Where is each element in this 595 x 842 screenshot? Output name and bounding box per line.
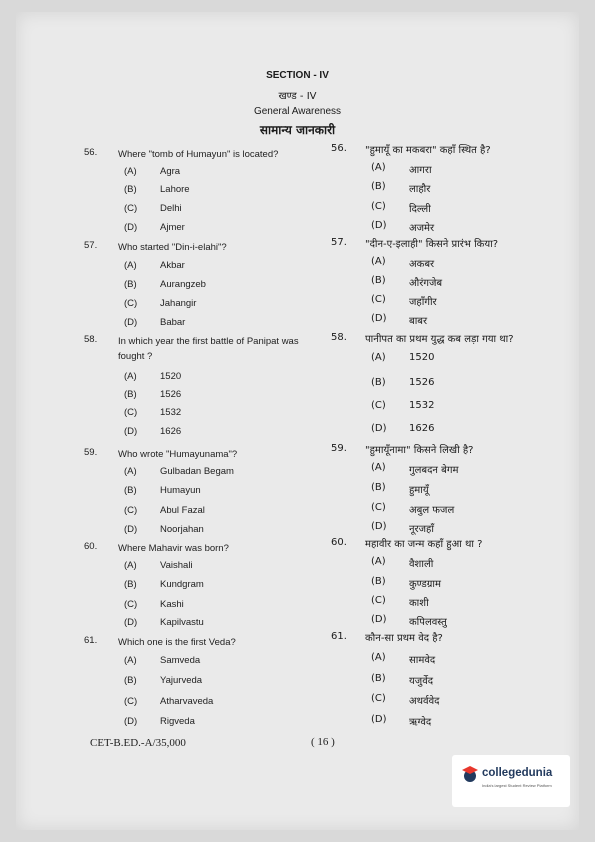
option-label: (A) [124,466,137,477]
question-number: 57. [331,237,347,248]
option-label: (C) [371,294,386,305]
option-text: 1626 [160,426,182,437]
question-number: 57. [84,240,98,251]
answer-option [124,203,182,214]
question-text: Who started "Din-i-elahi"? [118,242,227,253]
option-text: Delhi [160,203,182,214]
answer-option [124,260,185,271]
answer-option [371,482,429,496]
option-text: हुमायूँ [409,485,429,496]
option-text: काशी [409,598,429,609]
question-number: 60. [331,537,347,548]
graduate-cap-icon [461,765,479,783]
option-text: जहाँगीर [409,297,437,308]
answer-option [371,294,437,308]
question-number: 59. [84,447,98,458]
option-label: (A) [124,560,137,571]
option-text: गुलबदन बेगम [409,465,459,476]
question-text: Where Mahavir was born? [118,543,229,554]
option-text: बाबर [409,316,428,327]
question-number: 58. [84,334,98,345]
option-text: Samveda [160,655,201,666]
answer-option [371,400,434,411]
option-label: (D) [124,317,138,328]
option-label: (A) [124,260,137,271]
option-text: 1532 [160,407,182,418]
answer-option [371,256,434,270]
question-text: In which year the first battle of Panipat was fought ? [118,336,299,362]
answer-option [371,352,434,363]
answer-option [124,407,181,418]
option-text: कपिलवस्तु [409,617,447,628]
option-label: (D) [371,313,387,324]
option-label: (B) [124,485,137,496]
answer-option [124,579,204,590]
question-number: 56. [331,143,347,154]
option-text: वैशाली [409,559,434,570]
answer-option [124,560,193,571]
option-text: Babar [160,317,186,328]
option-label: (D) [124,617,138,628]
option-text: 1626 [409,423,435,434]
option-text: अकबर [409,259,435,270]
english-question-59 [84,447,324,462]
option-label: (A) [371,256,386,267]
paper-code: CET-B.ED.-A/35,000 [90,737,186,749]
option-text: Ajmer [160,222,185,233]
answer-option [124,317,185,328]
option-text: Aurangzeb [160,279,206,290]
option-label: (D) [371,614,387,625]
option-label: (C) [371,502,386,513]
option-label: (D) [371,220,387,231]
option-label: (C) [124,505,138,516]
option-text: Humayun [160,485,201,496]
english-question-57 [84,240,324,255]
answer-option [124,524,204,535]
section-heading-en: SECTION - IV [266,70,329,81]
option-text: Lahore [160,184,190,195]
hindi-question-56 [331,143,556,158]
question-text: "हुमायूँनामा" किसने लिखी है? [365,445,474,456]
option-label: (B) [371,275,386,286]
option-text: कुण्डग्राम [409,579,441,590]
hindi-question-57 [331,237,556,252]
option-label: (A) [371,162,386,173]
option-label: (B) [371,377,386,388]
page-number: ( 16 ) [311,736,335,748]
option-text: यजुर्वेद [409,676,434,687]
answer-option [371,652,435,666]
option-label: (C) [371,693,386,704]
answer-option [371,220,434,234]
question-text: Who wrote "Humayunama"? [118,449,238,460]
option-text: सामवेद [409,655,436,666]
option-text: अथर्ववेद [409,696,440,707]
hindi-question-60 [331,537,556,552]
option-text: Abul Fazal [160,505,205,516]
option-label: (A) [371,352,386,363]
option-label: (A) [371,556,386,567]
english-question-60 [84,541,324,556]
question-text: "हुमायूँ का मकबरा" कहाँ स्थित है? [365,145,491,156]
subject-title-hi: सामान्य जानकारी [259,123,336,137]
option-label: (A) [124,371,137,382]
answer-option [124,716,195,727]
option-text: Agra [160,166,181,177]
answer-option [124,655,200,666]
option-text: Noorjahan [160,524,204,535]
option-label: (D) [124,716,138,727]
option-text: 1520 [160,371,182,382]
answer-option [124,389,181,400]
option-label: (D) [124,426,138,437]
option-text: 1520 [409,352,435,363]
answer-option [124,485,201,496]
option-label: (B) [124,675,137,686]
question-number: 59. [331,443,347,454]
question-number: 61. [331,631,347,642]
answer-option [371,595,429,609]
option-text: Yajurveda [160,675,203,686]
question-number: 60. [84,541,98,552]
answer-option [371,556,433,570]
answer-option [124,184,190,195]
answer-option [124,466,234,477]
option-label: (B) [124,389,137,400]
logo-tagline: India's largest Student Review Platform [482,783,552,788]
answer-option [371,521,434,535]
option-label: (B) [371,181,386,192]
option-text: अजमेर [409,223,435,234]
option-text: 1526 [409,377,435,388]
hindi-question-59 [331,443,556,458]
answer-option [371,714,431,728]
option-text: लाहौर [409,184,431,195]
option-text: नूरजहाँ [409,524,434,535]
option-label: (C) [124,407,138,418]
answer-option [124,617,204,628]
option-text: औरंगजेब [409,278,443,289]
option-label: (D) [124,222,138,233]
option-label: (C) [124,203,138,214]
answer-option [371,377,434,388]
option-text: Kundgram [160,579,204,590]
option-label: (A) [124,655,137,666]
option-label: (D) [124,524,138,535]
option-text: Atharvaveda [160,696,214,707]
logo-brand: collegedunia [482,767,553,779]
answer-option [124,222,185,233]
option-label: (C) [371,595,386,606]
question-text: कौन-सा प्रथम वेद है? [365,633,443,644]
question-text: महावीर का जन्म कहाँ हुआ था ? [365,539,483,550]
question-text: "दीन-ए-इलाही" किसने प्रारंभ किया? [365,239,499,250]
english-question-56 [84,147,324,162]
answer-option [124,371,181,382]
option-label: (B) [371,576,386,587]
answer-option [124,505,205,516]
answer-option [371,576,441,590]
option-label: (B) [371,482,386,493]
answer-option [124,166,180,177]
answer-option [371,181,430,195]
option-text: आगरा [409,165,432,176]
question-number: 56. [84,147,98,158]
answer-option [371,693,439,707]
subject-title-en: General Awareness [253,106,342,117]
option-text: ऋग्वेद [409,717,432,728]
answer-option [371,313,427,327]
option-label: (A) [124,166,137,177]
option-text: Gulbadan Begam [160,466,234,477]
option-text: Rigveda [160,716,195,727]
option-text: Jahangir [160,298,197,309]
option-text: अबुल फजल [409,505,455,516]
question-text: पानीपत का प्रथम युद्ध कब लड़ा गया था? [365,334,514,345]
answer-option [371,275,442,289]
option-label: (C) [124,696,138,707]
option-label: (B) [371,673,386,684]
option-label: (A) [371,652,386,663]
english-question-58 [84,334,324,364]
english-question-61 [84,635,324,650]
option-text: Vaishali [160,560,193,571]
option-label: (C) [124,298,138,309]
option-text: 1526 [160,389,182,400]
option-label: (B) [124,579,137,590]
answer-option [124,279,206,290]
option-text: Kapilvastu [160,617,204,628]
answer-option [124,426,181,437]
section-heading-hi: खण्ड - IV [278,91,317,102]
answer-option [124,696,213,707]
hindi-question-61 [331,631,556,646]
option-label: (C) [371,400,386,411]
option-text: Akbar [160,260,185,271]
option-label: (B) [124,279,137,290]
answer-option [371,502,454,516]
answer-option [371,201,431,215]
question-text: Where "tomb of Humayun" is located? [118,149,279,160]
option-label: (D) [371,714,387,725]
option-text: दिल्ली [409,204,431,215]
question-number: 61. [84,635,98,646]
answer-option [371,423,434,434]
question-number: 58. [331,332,347,343]
answer-option [124,599,184,610]
collegedunia-logo [452,755,570,807]
option-label: (D) [371,521,387,532]
hindi-question-58 [331,332,556,347]
answer-option [371,673,433,687]
option-label: (D) [371,423,387,434]
answer-option [124,298,196,309]
option-text: 1532 [409,400,435,411]
answer-option [371,162,432,176]
option-label: (C) [371,201,386,212]
question-text: Which one is the first Veda? [118,637,236,648]
answer-option [371,462,458,476]
answer-option [371,614,447,628]
option-label: (A) [371,462,386,473]
option-text: Kashi [160,599,184,610]
option-label: (B) [124,184,137,195]
answer-option [124,675,202,686]
option-label: (C) [124,599,138,610]
